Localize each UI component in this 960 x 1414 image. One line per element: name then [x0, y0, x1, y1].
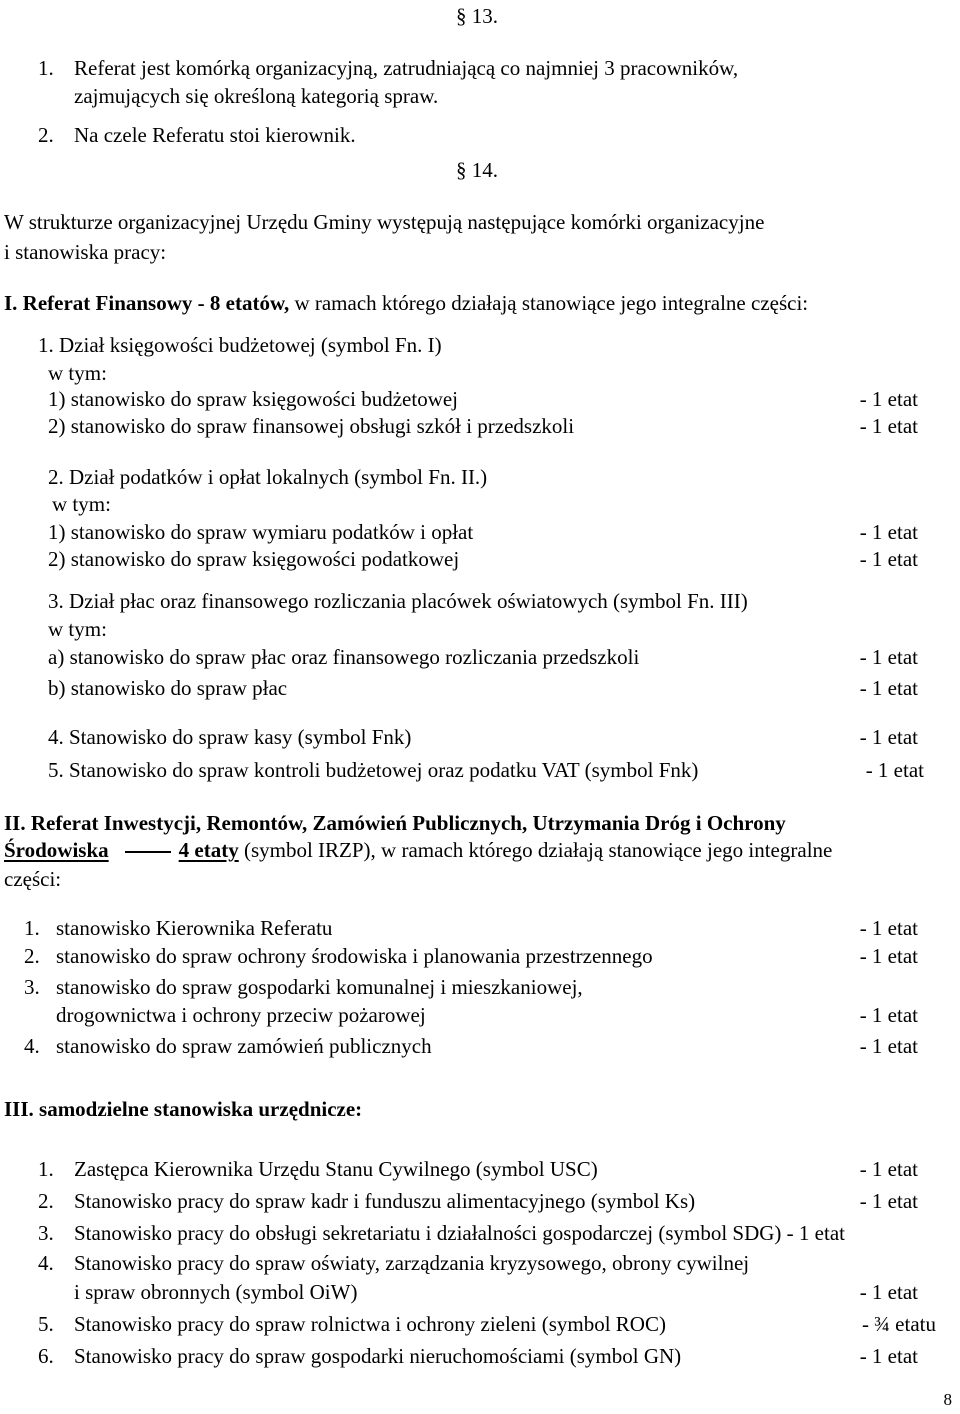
list-item-text: Zastępca Kierownika Urzędu Stanu Cywilnego (symbol USC)	[74, 1157, 598, 1181]
stanowisko-row: 4. Stanowisko do spraw kasy (symbol Fnk)	[48, 725, 412, 749]
referat-inwestycji-heading-line2	[4, 840, 832, 861]
etat-value: - 1 etat	[859, 414, 918, 438]
position-row: a) stanowisko do spraw płac oraz finansowego rozliczania przedszkoli	[48, 645, 640, 669]
w-tym-label: w tym:	[48, 361, 107, 385]
list-item-text: Stanowisko pracy do spraw gospodarki nieruchomościami (symbol GN)	[74, 1344, 682, 1368]
list-item-number: 1.	[24, 916, 40, 940]
list-item-text: drogownictwa i ochrony przeciw pożarowej	[56, 1003, 426, 1027]
etat-value: - 1 etat	[859, 547, 918, 571]
section-14-title: § 14.	[456, 158, 498, 182]
etat-value: - ¾ etatu	[861, 1312, 936, 1336]
list-item-text: i spraw obronnych (symbol OiW)	[74, 1280, 358, 1304]
list-item-number: 2.	[38, 1189, 54, 1213]
list-item-text: stanowisko do spraw gospodarki komunalnej i mieszkaniowej,	[56, 975, 583, 999]
referat-inwestycji-heading-line3: części:	[4, 867, 62, 891]
etat-value: - 1 etat	[859, 387, 918, 411]
list-item-text: Stanowisko pracy do spraw oświaty, zarządzania kryzysowego, obrony cywilnej	[74, 1251, 750, 1275]
list-item-number: 4.	[24, 1034, 40, 1058]
w-tym-label: w tym:	[52, 492, 111, 516]
dzial-title: 2. Dział podatków i opłat lokalnych (symbol Fn. II.)	[48, 465, 488, 489]
heading-rest: w ramach którego działają stanowiące jego integralne części:	[289, 291, 809, 315]
etat-value: - 1 etat	[859, 916, 918, 940]
etat-value: - 1 etat	[859, 520, 918, 544]
etat-value: - 1 etat	[859, 645, 918, 669]
list-item-text: zajmujących się określoną kategorią spraw.	[74, 84, 439, 108]
list-item-number: 1.	[38, 1157, 54, 1181]
section-13-title: § 13.	[456, 4, 498, 28]
section-14-intro: W strukturze organizacyjnej Urzędu Gminy występują następujące komórki organizacyjne	[4, 210, 765, 234]
position-row: 1) stanowisko do spraw wymiaru podatków i opłat	[48, 520, 474, 544]
position-row: b) stanowisko do spraw płac	[48, 676, 288, 700]
referat-finansowy-heading	[4, 293, 808, 314]
heading-underlined: Środowiska	[4, 838, 109, 862]
list-item-number: 5.	[38, 1312, 54, 1336]
heading-etaty: 4 etaty	[178, 838, 239, 862]
etat-value: - 1 etat	[859, 676, 918, 700]
position-row: 2) stanowisko do spraw finansowej obsługi szkół i przedszkoli	[48, 414, 575, 438]
list-item-text: Na czele Referatu stoi kierownik.	[74, 123, 356, 147]
list-item-text: Stanowisko pracy do spraw rolnictwa i ochrony zieleni (symbol ROC)	[74, 1312, 666, 1336]
page-number: 8	[943, 1390, 952, 1409]
heading-bold: I. Referat Finansowy - 8 etatów,	[4, 291, 290, 315]
etat-value: - 1 etat	[859, 1344, 918, 1368]
dash-separator	[125, 851, 171, 853]
etat-value: - 1 etat	[859, 725, 918, 749]
dzial-title: 1. Dział księgowości budżetowej (symbol Fn. I)	[38, 333, 442, 357]
list-item-number: 3.	[38, 1221, 54, 1245]
list-item-text: Stanowisko pracy do obsługi sekretariatu i działalności gospodarczej (symbol SDG) - 1 etat	[74, 1221, 845, 1245]
list-item-number: 6.	[38, 1344, 54, 1368]
list-item-number: 1.	[38, 56, 54, 80]
position-row: 2) stanowisko do spraw księgowości podatkowej	[48, 547, 460, 571]
w-tym-label: w tym:	[48, 617, 107, 641]
list-item-number: 3.	[24, 975, 40, 999]
etat-value: - 1 etat	[859, 1189, 918, 1213]
list-item-number: 2.	[24, 944, 40, 968]
etat-value: - 1 etat	[859, 944, 918, 968]
list-item-number: 2.	[38, 123, 54, 147]
etat-value: - 1 etat	[859, 1157, 918, 1181]
list-item-text: Stanowisko pracy do spraw kadr i funduszu alimentacyjnego (symbol Ks)	[74, 1189, 696, 1213]
position-row: 1) stanowisko do spraw księgowości budżetowej	[48, 387, 459, 411]
referat-inwestycji-heading: II. Referat Inwestycji, Remontów, Zamówień Publicznych, Utrzymania Dróg i Ochrony	[4, 811, 786, 835]
etat-value: - 1 etat	[859, 1034, 918, 1058]
dzial-title: 3. Dział płac oraz finansowego rozliczania placówek oświatowych (symbol Fn. III)	[48, 589, 748, 613]
list-item-text: stanowisko Kierownika Referatu	[56, 916, 333, 940]
heading-rest: (symbol IRZP), w ramach którego działają stanowiące jego integralne	[238, 838, 833, 862]
etat-value: - 1 etat	[859, 1003, 918, 1027]
list-item-text: stanowisko do spraw zamówień publicznych	[56, 1034, 432, 1058]
stanowisko-row: 5. Stanowisko do spraw kontroli budżetowej oraz podatku VAT (symbol Fnk)	[48, 758, 699, 782]
list-item-text: stanowisko do spraw ochrony środowiska i planowania przestrzennego	[56, 944, 653, 968]
etat-value: - 1 etat	[859, 1280, 918, 1304]
list-item-number: 4.	[38, 1251, 54, 1275]
section-14-intro: i stanowiska pracy:	[4, 240, 167, 264]
list-item-text: Referat jest komórką organizacyjną, zatrudniającą co najmniej 3 pracowników,	[74, 56, 739, 80]
etat-value: - 1 etat	[865, 758, 924, 782]
samodzielne-stanowiska-heading: III. samodzielne stanowiska urzędnicze:	[4, 1097, 363, 1121]
